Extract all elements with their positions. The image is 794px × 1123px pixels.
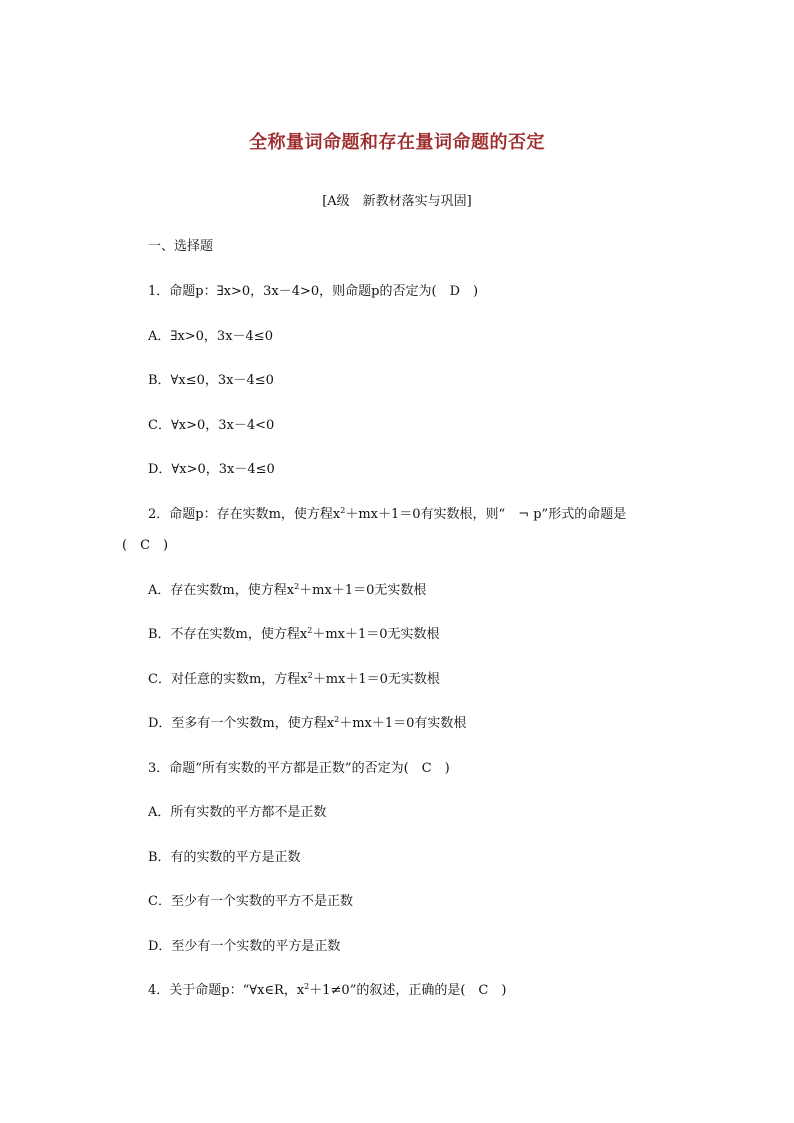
level-subtitle: [A级 新教材落实与巩固]: [322, 194, 472, 209]
section-heading: 一、选择题: [148, 239, 214, 254]
question-2-stem: 2．命题p：存在实数m，使方程$x^2+mx+1=0$有实数根，则“ ¬ p”形式的命题是: [148, 506, 627, 522]
page-title: 全称量词命题和存在量词命题的否定: [249, 132, 545, 153]
question-3-option-a: A．所有实数的平方都不是正数: [148, 805, 327, 820]
question-4-stem: 4．关于命题p：“∀x∈R，$x^2+1\ne 0$”的叙述，正确的是( C ): [148, 982, 507, 998]
question-2-option-d: D．至多有一个实数m，使方程$x^2+mx+1=0$有实数根: [148, 715, 467, 731]
question-3-option-b: B．有的实数的平方是正数: [148, 850, 301, 865]
question-3-option-d: D．至少有一个实数的平方是正数: [148, 939, 341, 954]
question-1-option-d: D．∀x>0，3x－4≤0: [148, 462, 275, 477]
question-2-answer: ( C ): [122, 538, 169, 553]
question-1-option-c: C．∀x>0，3x－4<0: [148, 418, 275, 433]
question-1-option-b: B．∀x≤0，3x－4≤0: [148, 373, 274, 388]
question-2-option-b: B．不存在实数m，使方程$x^2+mx+1=0$无实数根: [148, 626, 440, 642]
question-2-option-a: A．存在实数m，使方程$x^2+mx+1=0$无实数根: [148, 582, 427, 598]
question-1-option-a: A．∃x>0，3x－4≤0: [148, 329, 273, 344]
question-1-stem: 1．命题p：∃x>0，3x－4>0，则命题p的否定为( D ): [148, 284, 479, 299]
question-3-option-c: C．至少有一个实数的平方不是正数: [148, 894, 353, 909]
question-2-option-c: C．对任意的实数m，方程$x^2+mx+1=0$无实数根: [148, 671, 440, 687]
question-3-stem: 3．命题“所有实数的平方都是正数”的否定为( C ): [148, 761, 450, 776]
